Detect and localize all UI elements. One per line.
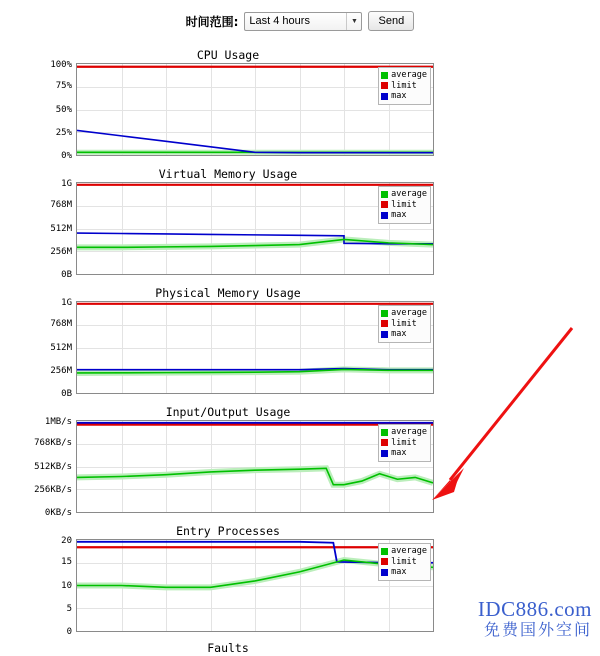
chart-title: CPU Usage	[196, 48, 260, 62]
y-axis-labels	[22, 298, 72, 399]
chart-legend	[378, 186, 431, 224]
y-tick: 50%	[55, 104, 72, 115]
chart-input-output-usage	[22, 405, 434, 518]
plot-area	[22, 179, 434, 280]
legend-item-max	[381, 567, 427, 578]
chart-legend	[378, 543, 431, 581]
chart-entry-processes	[22, 524, 434, 637]
send-button[interactable]: Send	[368, 11, 414, 31]
y-tick: 768M	[50, 200, 72, 211]
y-tick: 512KB/s	[34, 461, 72, 472]
y-axis-labels	[22, 179, 72, 280]
time-range-select[interactable]	[244, 12, 362, 31]
y-tick: 1G	[61, 179, 72, 189]
time-range-selected-value: Last 4 hours	[249, 15, 310, 27]
legend-item-average	[381, 70, 427, 81]
watermark-line-2: 免费国外空间	[483, 622, 592, 639]
legend-item-limit	[381, 438, 427, 449]
legend-swatch-average-icon	[381, 310, 388, 317]
y-tick: 256M	[50, 246, 72, 257]
chart-title: Virtual Memory Usage	[158, 167, 298, 181]
plot-frame	[76, 63, 434, 156]
legend-item-average	[381, 546, 427, 557]
legend-swatch-max-icon	[381, 93, 388, 100]
legend-swatch-max-icon	[381, 569, 388, 576]
plot-area	[22, 417, 434, 518]
plot-area	[22, 536, 434, 637]
legend-item-average	[381, 308, 427, 319]
y-tick: 75%	[55, 81, 72, 92]
legend-label: max	[391, 448, 407, 458]
legend-swatch-limit-icon	[381, 82, 388, 89]
chart-legend	[378, 305, 431, 343]
legend-item-limit	[381, 81, 427, 92]
legend-item-average	[381, 189, 427, 200]
legend-label: average	[391, 189, 427, 199]
y-axis-labels	[22, 417, 72, 518]
y-tick: 5	[66, 603, 72, 614]
time-range-toolbar	[0, 0, 600, 42]
y-tick: 10	[61, 580, 72, 591]
y-tick: 25%	[55, 127, 72, 138]
legend-label: limit	[391, 318, 417, 329]
y-tick: 0B	[61, 389, 72, 399]
chart-title: Input/Output Usage	[165, 405, 291, 419]
legend-label: max	[391, 91, 407, 101]
y-tick: 0	[66, 627, 72, 637]
legend-swatch-average-icon	[381, 72, 388, 79]
legend-label: max	[391, 567, 407, 577]
y-tick: 512M	[50, 342, 72, 353]
y-tick: 512M	[50, 223, 72, 234]
y-tick: 1G	[61, 298, 72, 308]
legend-swatch-limit-icon	[381, 439, 388, 446]
chart-cpu-usage	[22, 48, 434, 161]
y-tick: 0%	[61, 151, 72, 161]
y-tick: 20	[61, 536, 72, 546]
chart-virtual-memory-usage	[22, 167, 434, 280]
legend-swatch-limit-icon	[381, 201, 388, 208]
legend-label: average	[391, 70, 427, 80]
y-axis-labels	[22, 60, 72, 161]
legend-swatch-limit-icon	[381, 558, 388, 565]
plot-frame	[76, 420, 434, 513]
plot-area	[22, 298, 434, 399]
legend-item-limit	[381, 319, 427, 330]
plot-area	[22, 60, 434, 161]
chart-title: Physical Memory Usage	[155, 286, 301, 300]
legend-label: max	[391, 210, 407, 220]
legend-swatch-max-icon	[381, 212, 388, 219]
chart-title: Faults	[207, 641, 249, 655]
legend-item-max	[381, 448, 427, 459]
y-tick: 100%	[50, 60, 72, 70]
legend-label: limit	[391, 80, 417, 91]
arrow-icon	[424, 320, 584, 510]
legend-swatch-average-icon	[381, 429, 388, 436]
y-tick: 768M	[50, 319, 72, 330]
y-axis-labels	[22, 536, 72, 637]
annotation-arrow	[424, 320, 584, 510]
y-tick: 1MB/s	[44, 417, 72, 427]
legend-swatch-average-icon	[381, 548, 388, 555]
legend-swatch-limit-icon	[381, 320, 388, 327]
legend-item-max	[381, 329, 427, 340]
legend-item-max	[381, 210, 427, 221]
y-tick: 256M	[50, 365, 72, 376]
plot-frame	[76, 539, 434, 632]
plot-frame	[76, 182, 434, 275]
legend-label: limit	[391, 437, 417, 448]
legend-label: max	[391, 329, 407, 339]
y-tick: 0B	[61, 270, 72, 280]
watermark-line-1: IDC886.com	[477, 597, 592, 621]
legend-label: average	[391, 308, 427, 318]
chart-physical-memory-usage	[22, 286, 434, 399]
legend-label: limit	[391, 556, 417, 567]
legend-item-limit	[381, 557, 427, 568]
y-tick: 768KB/s	[34, 438, 72, 449]
legend-item-limit	[381, 200, 427, 211]
watermark	[478, 597, 592, 641]
legend-item-max	[381, 91, 427, 102]
plot-frame	[76, 301, 434, 394]
y-tick: 0KB/s	[44, 508, 72, 518]
y-tick: 15	[61, 557, 72, 568]
legend-swatch-average-icon	[381, 191, 388, 198]
chart-legend	[378, 424, 431, 462]
legend-swatch-max-icon	[381, 331, 388, 338]
legend-label: average	[391, 427, 427, 437]
chevron-down-icon[interactable]: ▼	[346, 13, 361, 30]
legend-label: average	[391, 546, 427, 556]
y-tick: 256KB/s	[34, 484, 72, 495]
chart-legend	[378, 67, 431, 105]
chart-title: Entry Processes	[176, 524, 280, 538]
legend-item-average	[381, 427, 427, 438]
legend-label: limit	[391, 199, 417, 210]
time-range-label: 时间范围:	[185, 14, 239, 29]
legend-swatch-max-icon	[381, 450, 388, 457]
